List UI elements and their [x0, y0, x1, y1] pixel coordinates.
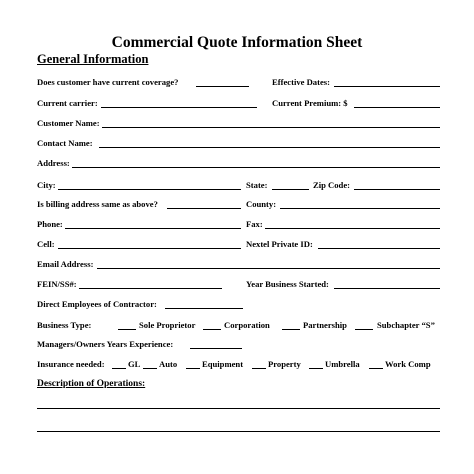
gl-checkbox[interactable]	[112, 368, 126, 369]
phone-field[interactable]	[65, 228, 241, 229]
fein-label: FEIN/SS#:	[37, 279, 77, 289]
billing-same-field[interactable]	[167, 208, 241, 209]
equipment-label: Equipment	[202, 359, 244, 369]
sole-proprietor-label: Sole Proprietor	[139, 320, 196, 330]
subchapter-s-label: Subchapter “S”	[377, 320, 435, 330]
customer-name-label: Customer Name:	[37, 118, 100, 128]
row-contact-name	[0, 138, 474, 152]
year-business-started-label: Year Business Started:	[246, 279, 329, 289]
equipment-checkbox[interactable]	[186, 368, 200, 369]
phone-label: Phone:	[37, 219, 63, 229]
current-carrier-label: Current carrier:	[37, 98, 98, 108]
state-label: State:	[246, 180, 268, 190]
description-of-operations-heading: Description of Operations:	[37, 379, 146, 389]
year-business-started-field[interactable]	[334, 288, 440, 289]
row-coverage	[0, 77, 474, 91]
row-carrier	[0, 98, 474, 112]
coverage-label: Does customer have current coverage?	[37, 77, 179, 87]
managers-experience-field[interactable]	[190, 348, 242, 349]
zip-code-field[interactable]	[354, 189, 440, 190]
cell-label: Cell:	[37, 239, 55, 249]
operations-line-2[interactable]	[37, 431, 440, 432]
fein-field[interactable]	[79, 288, 222, 289]
insurance-needed-label: Insurance needed:	[37, 359, 105, 369]
document-title: Commercial Quote Information Sheet	[111, 34, 363, 51]
general-information-heading: General Information	[37, 52, 149, 66]
managers-experience-label: Managers/Owners Years Experience:	[37, 339, 174, 349]
row-direct-employees	[0, 299, 474, 313]
state-field[interactable]	[272, 189, 309, 190]
corporation-label: Corporation	[224, 320, 270, 330]
cell-field[interactable]	[58, 248, 241, 249]
city-label: City:	[37, 180, 56, 190]
umbrella-label: Umbrella	[325, 359, 360, 369]
row-business-type	[0, 320, 474, 334]
work-comp-label: Work Comp	[385, 359, 431, 369]
property-checkbox[interactable]	[252, 368, 266, 369]
row-phone-fax	[0, 219, 474, 233]
auto-checkbox[interactable]	[143, 368, 157, 369]
customer-name-field[interactable]	[102, 127, 440, 128]
row-city-state-zip	[0, 180, 474, 194]
effective-dates-field[interactable]	[334, 86, 440, 87]
row-billing-county	[0, 199, 474, 213]
gl-label: GL	[128, 359, 141, 369]
email-address-field[interactable]	[97, 268, 440, 269]
fax-label: Fax:	[246, 219, 263, 229]
current-premium-field[interactable]	[354, 107, 440, 108]
business-type-label: Business Type:	[37, 320, 92, 330]
current-carrier-field[interactable]	[101, 107, 257, 108]
direct-employees-field[interactable]	[165, 308, 243, 309]
corporation-checkbox[interactable]	[203, 329, 221, 330]
partnership-checkbox[interactable]	[282, 329, 300, 330]
direct-employees-label: Direct Employees of Contractor:	[37, 299, 157, 309]
coverage-field[interactable]	[196, 86, 249, 87]
effective-dates-label: Effective Dates:	[272, 77, 330, 87]
contact-name-label: Contact Name:	[37, 138, 93, 148]
umbrella-checkbox[interactable]	[309, 368, 323, 369]
row-customer-name	[0, 118, 474, 132]
address-field[interactable]	[72, 167, 440, 168]
property-label: Property	[268, 359, 301, 369]
current-premium-label: Current Premium: $	[272, 98, 348, 108]
auto-label: Auto	[159, 359, 178, 369]
subchapter-s-checkbox[interactable]	[355, 329, 373, 330]
nextel-private-id-field[interactable]	[318, 248, 440, 249]
county-label: County:	[246, 199, 277, 209]
row-managers-experience	[0, 339, 474, 353]
address-label: Address:	[37, 158, 70, 168]
city-field[interactable]	[58, 189, 241, 190]
email-address-label: Email Address:	[37, 259, 94, 269]
work-comp-checkbox[interactable]	[369, 368, 383, 369]
row-email	[0, 259, 474, 273]
county-field[interactable]	[280, 208, 440, 209]
billing-same-label: Is billing address same as above?	[37, 199, 158, 209]
operations-line-1[interactable]	[37, 408, 440, 409]
nextel-private-id-label: Nextel Private ID:	[246, 239, 313, 249]
row-address	[0, 158, 474, 172]
contact-name-field[interactable]	[99, 147, 440, 148]
row-fein-year	[0, 279, 474, 293]
partnership-label: Partnership	[303, 320, 347, 330]
sole-proprietor-checkbox[interactable]	[118, 329, 136, 330]
row-insurance-needed	[0, 359, 474, 373]
zip-code-label: Zip Code:	[313, 180, 351, 190]
fax-field[interactable]	[265, 228, 440, 229]
row-cell-nextel	[0, 239, 474, 253]
